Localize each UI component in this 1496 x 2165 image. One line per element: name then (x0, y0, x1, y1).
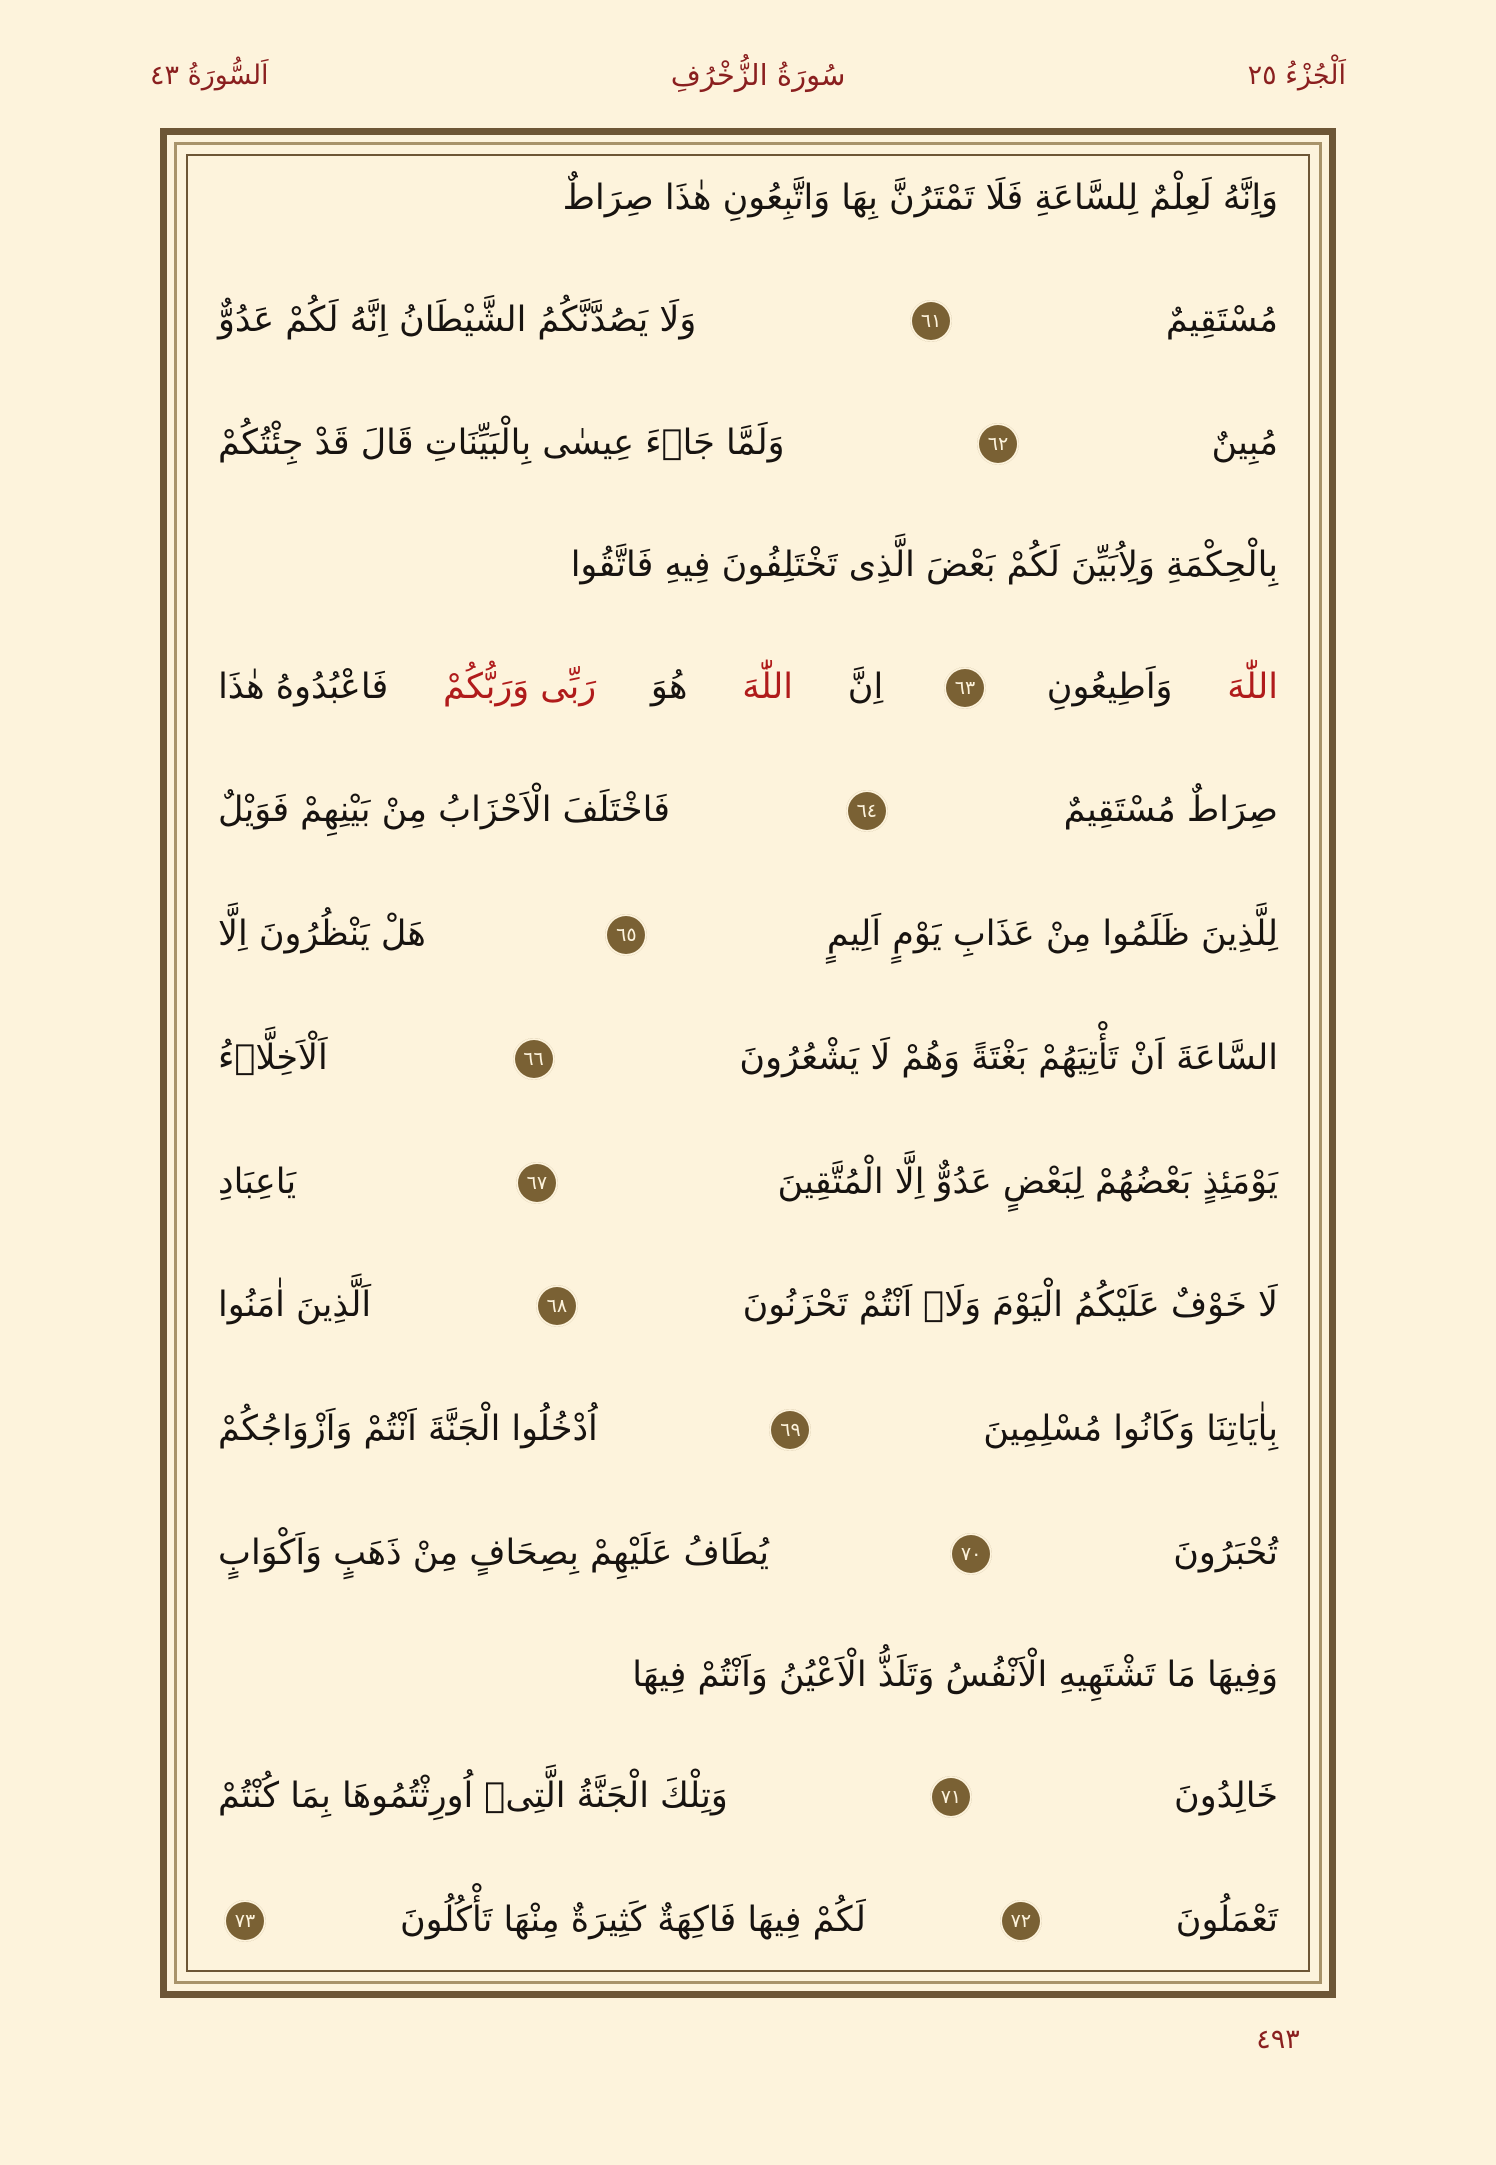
ayah-line (218, 547, 1278, 585)
header-surah-name: سُورَةُ الزُّخْرُفِ (670, 58, 846, 92)
ayah-text: خَالِدُونَ (1174, 1776, 1278, 1817)
page-header (150, 52, 1346, 98)
ayah-text-emphasis: اللّٰهَ (1227, 666, 1278, 707)
ayah-text: تَعْمَلُونَ (1175, 1899, 1278, 1940)
ayah-line (218, 1038, 1278, 1080)
ayah-text-emphasis: رَبِّى وَرَبُّكُمْ (443, 666, 597, 707)
ayah-text-emphasis: اللّٰهَ (742, 666, 793, 707)
ayah-line (218, 1533, 1278, 1575)
ayah-text: اِنَّ (847, 666, 884, 707)
ayah-text: لِلَّذِينَ ظَلَمُوا مِنْ عَذَابِ يَوْمٍ اَلِيمٍ (826, 914, 1278, 955)
ayah-text: لَا خَوْفٌ عَلَيْكُمُ الْيَوْمَ وَلَاۤ اَنْتُمْ تَحْزَنُونَ (742, 1285, 1278, 1326)
text-frame-outer (160, 128, 1336, 1998)
ayah-line (218, 300, 1278, 342)
ayah-text: وَفِيهَا مَا تَشْتَهِيهِ الْاَنْفُسُ وَتَلَذُّ الْاَعْيُنُ وَاَنْتُمْ فِيهَا (632, 1654, 1278, 1695)
ayah-text: بِاٰيَاتِنَا وَكَانُوا مُسْلِمِينَ (983, 1409, 1278, 1450)
ayah-text: يَوْمَئِذٍ بَعْضُهُمْ لِبَعْضٍ عَدُوٌّ اِلَّا الْمُتَّقِينَ (777, 1161, 1278, 1202)
ayah-number-medallion: ٦٧ (516, 1162, 558, 1204)
ayah-line (218, 1285, 1278, 1327)
ayah-text: صِرَاطٌ مُسْتَقِيمٌ (1063, 790, 1278, 831)
ayah-line (218, 1409, 1278, 1451)
header-juz: اَلْجُزْءُ ٢٥ (1247, 59, 1346, 91)
ayah-text: وَتِلْكَ الْجَنَّةُ الَّتِىۤ اُورِثْتُمُوهَا بِمَا كُنْتُمْ (218, 1776, 728, 1817)
ayah-number-medallion: ٦٤ (846, 790, 888, 832)
ayah-text: هَلْ يَنْظُرُونَ اِلَّا (218, 914, 426, 955)
header-surah-number: اَلسُّورَةُ ٤٣ (150, 59, 269, 91)
ayah-text: بِالْحِكْمَةِ وَلِاُبَيِّنَ لَكُمْ بَعْضَ الَّذِى تَخْتَلِفُونَ فِيهِ فَاتَّقُوا (570, 545, 1278, 586)
ayah-number-medallion: ٦٨ (536, 1285, 578, 1327)
page-number: ٤٩٣ (1256, 2024, 1300, 2055)
text-frame-middle (174, 142, 1322, 1984)
ayah-text: مُبِينٌ (1211, 423, 1278, 464)
ayah-line (218, 180, 1278, 218)
ayah-text: اُدْخُلُوا الْجَنَّةَ اَنْتُمْ وَاَزْوَاجُكُمْ (218, 1409, 598, 1450)
ayah-number-medallion: ٧٠ (950, 1533, 992, 1575)
ayah-text: وَلَا يَصُدَّنَّكُمُ الشَّيْطَانُ اِنَّهُ لَكُمْ عَدُوٌّ (218, 299, 697, 340)
ayah-line (218, 423, 1278, 465)
quran-text-body (214, 174, 1282, 1952)
ayah-text: وَاِنَّهُ لَعِلْمٌ لِلسَّاعَةِ فَلَا تَمْتَرُنَّ بِهَا وَاتَّبِعُونِ هٰذَا صِرَاطٌ (562, 178, 1278, 218)
ayah-line (218, 1162, 1278, 1204)
ayah-text: هُوَ (650, 666, 688, 707)
ayah-line (218, 667, 1278, 709)
ayah-text: يُطَافُ عَلَيْهِمْ بِصِحَافٍ مِنْ ذَهَبٍ وَاَكْوَابٍ (218, 1532, 769, 1573)
ayah-text: فَاعْبُدُوهُ هٰذَا (218, 666, 389, 707)
ayah-number-medallion: ٦١ (910, 300, 952, 342)
ayah-number-medallion: ٦٣ (944, 667, 986, 709)
ayah-text: وَاَطِيعُونِ (1046, 666, 1173, 707)
ayah-text: فَاخْتَلَفَ الْاَحْزَابُ مِنْ بَيْنِهِمْ فَوَيْلٌ (218, 790, 670, 831)
ayah-text: مُسْتَقِيمٌ (1165, 299, 1278, 340)
ayah-text: السَّاعَةَ اَنْ تَأْتِيَهُمْ بَغْتَةً وَهُمْ لَا يَشْعُرُونَ (739, 1037, 1278, 1078)
ayah-number-medallion: ٦٦ (513, 1038, 555, 1080)
ayah-text: اَلْاَخِلَّاۤءُ (218, 1037, 328, 1078)
ayah-number-medallion: ٧٣ (224, 1900, 266, 1942)
ayah-text: وَلَمَّا جَاۤءَ عِيسٰى بِالْبَيِّنَاتِ قَالَ قَدْ جِئْتُكُمْ (218, 423, 785, 464)
ayah-line (218, 1776, 1278, 1818)
ayah-line (218, 1900, 1278, 1942)
ayah-number-medallion: ٦٢ (977, 423, 1019, 465)
ayah-number-medallion: ٦٩ (769, 1409, 811, 1451)
ayah-line (218, 1654, 1278, 1695)
ayah-line (218, 790, 1278, 832)
ayah-text: تُحْبَرُونَ (1173, 1532, 1278, 1573)
ayah-number-medallion: ٦٥ (605, 914, 647, 956)
ayah-text: يَاعِبَادِ (218, 1161, 297, 1202)
page-footer (0, 2024, 1496, 2055)
text-frame-inner (186, 154, 1310, 1972)
ayah-text: لَكُمْ فِيهَا فَاكِهَةٌ كَثِيرَةٌ مِنْهَا تَأْكُلُونَ (399, 1899, 866, 1940)
ayah-text: اَلَّذِينَ اٰمَنُوا (218, 1285, 372, 1326)
ayah-number-medallion: ٧٢ (1000, 1900, 1042, 1942)
ayah-line (218, 914, 1278, 956)
ayah-number-medallion: ٧١ (930, 1776, 972, 1818)
